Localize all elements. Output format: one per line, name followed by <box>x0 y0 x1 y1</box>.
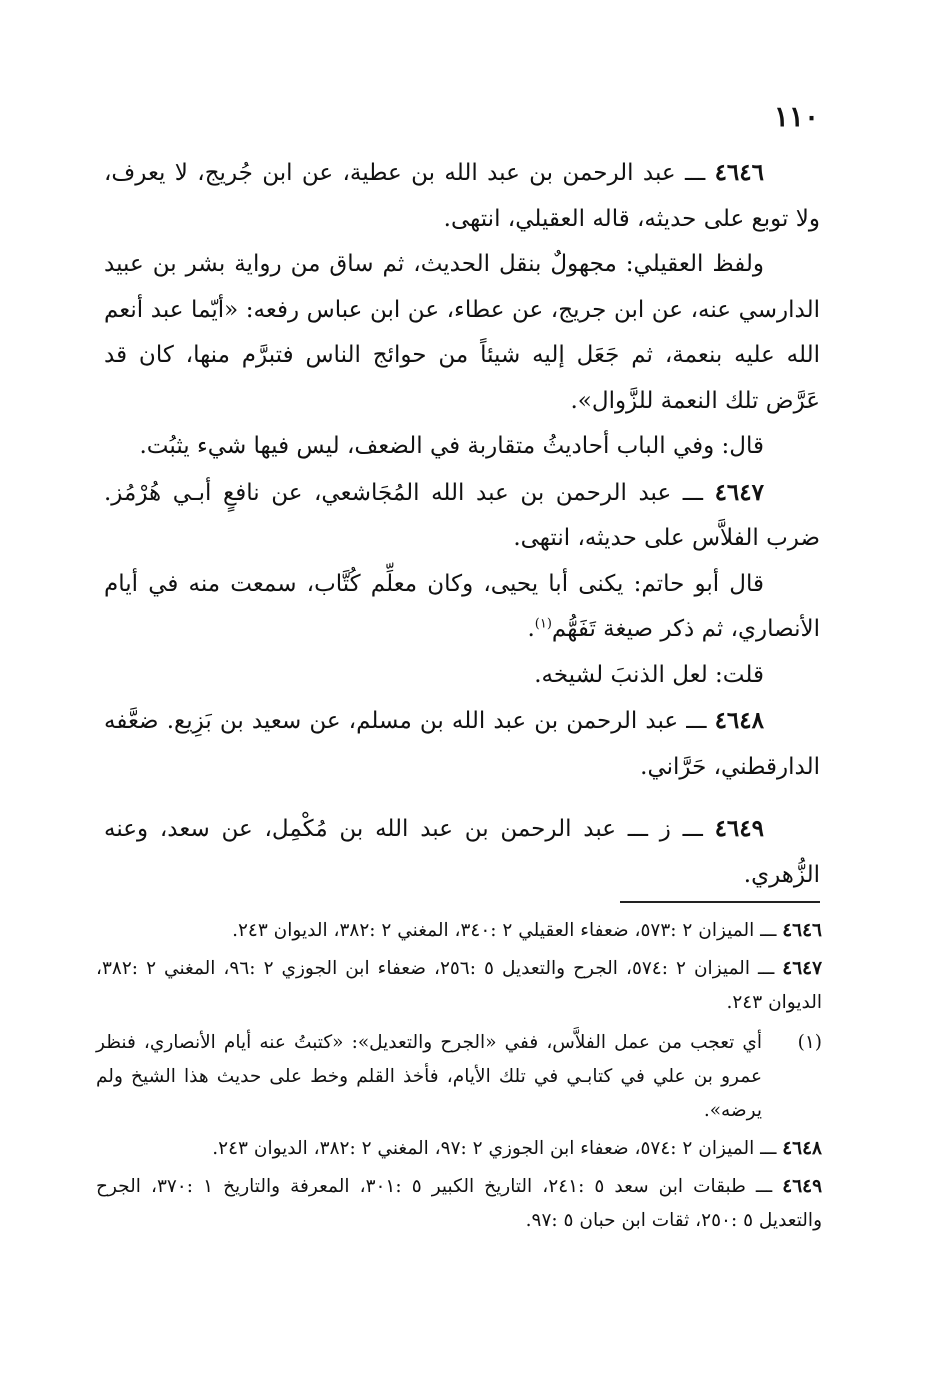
paragraph-text: قال أبو حاتم: يكنى أبا يحيى، وكان معلِّم كُتَّاب، سمعت منه في أيام الأنصاري، ثم ذكر صيغة تَفَهُّم <box>104 570 820 642</box>
source-note-4649 <box>96 1170 822 1238</box>
entry-4649 <box>104 806 820 898</box>
footnotes-section <box>96 910 822 1238</box>
note-text: ـــ الميزان ٢ :٥٧٤، الجرح والتعديل ٥ :٢٥٦، ضعفاء ابن الجوزي ٢ :٩٦، المغني ٢ :٣٨٢، الديوان ٢٤٣. <box>96 958 822 1013</box>
entry-text: ـــ عبد الرحمن بن عبد الله بن عطية، عن ابن جُريج، لا يعرف، ولا توبع على حديثه، قاله العقيلي، انتهى. <box>104 160 820 232</box>
entry-text: ـــ عبد الرحمن بن عبد الله بن مسلم، عن سعيد بن بَزِيع. ضعَّفه الدارقطني، حَرَّاني. <box>104 708 820 780</box>
entry-4648 <box>104 698 820 790</box>
paragraph-end: . <box>527 616 535 642</box>
main-text <box>104 150 820 898</box>
paragraph-qultu: قلت: لعل الذنبَ لشيخه. <box>534 661 764 688</box>
entry-4647 <box>104 470 820 562</box>
footnote-divider <box>620 901 820 903</box>
note-number: ٤٦٤٩ <box>782 1176 823 1197</box>
note-number: ٤٦٤٨ <box>782 1138 822 1159</box>
entry-number: ٤٦٤٨ <box>714 707 764 734</box>
note-text: ـــ طبقات ابن سعد ٥ :٢٤١، التاريخ الكبير ٥ :٣٠١، المعرفة والتاريخ ١ :٣٧٠، الجرح والتعديل ٥ :٢٥٠، ثقات ابن حبان ٥ :٩٧. <box>96 1176 822 1231</box>
note-number: ٤٦٤٧ <box>782 958 823 979</box>
note-number: ٤٦٤٦ <box>782 920 822 941</box>
source-note-4647 <box>96 952 822 1020</box>
source-note-4648 <box>96 1132 822 1166</box>
entry-text: ـــ عبد الرحمن بن عبد الله المُجَاشعي، عن نافعٍ أبـي هُرْمُز. ضرب الفلاَّس على حديثه، انتهى. <box>104 479 820 551</box>
entry-number: ٤٦٤٦ <box>714 159 764 186</box>
entry-text: ـــ ز ـــ عبد الرحمن بن عبد الله بن مُكْمِل، عن سعد، وعنه الزُّهري. <box>104 816 820 888</box>
footnote-mark: (١) <box>797 1032 822 1053</box>
page-number: ١١٠ <box>773 100 819 133</box>
footnote-text: أي تعجب من عمل الفلاَّس، ففي «الجرح والتعديل»: «كتبتُ عنه أيام الأنصاري، فنظر عمرو بن علي في كتابـي في تلك الأيام، فأخذ القلم وخط على حديث هذا الشيخ ولم يرضه». <box>96 1032 762 1121</box>
footnote-1 <box>96 1026 822 1128</box>
entry-number: ٤٦٤٧ <box>714 478 764 506</box>
footnote-ref[interactable]: (١) <box>534 616 552 632</box>
entry-number: ٤٦٤٩ <box>714 815 764 842</box>
note-text: ـــ الميزان ٢ :٥٧٣، ضعفاء العقيلي ٢ :٣٤٠، المغني ٢ :٣٨٢، الديوان ٢٤٣. <box>232 920 783 941</box>
paragraph-abu-hatim <box>104 562 820 653</box>
source-note-4646 <box>96 914 822 948</box>
paragraph-uqayli: ولفظ العقيلي: مجهولٌ بنقل الحديث، ثم ساق من رواية بشر بن عبيد الدارسي عنه، عن ابن جريج، عن عطاء، عن ابن عباس رفعه: «أيّما عبد أنعم الله عليه بنعمة، ثم جَعَل إليه شيئاً من حوائج الناس فتبرَّم منها، كان قد عَرَّض تلك النعمة للزَّوال». <box>104 251 820 414</box>
note-text: ـــ الميزان ٢ :٥٧٤، ضعفاء ابن الجوزي ٢ :٩٧، المغني ٢ :٣٨٢، الديوان ٢٤٣. <box>212 1138 783 1159</box>
entry-4646 <box>104 150 820 242</box>
paragraph-qal: قال: وفي الباب أحاديثُ متقاربة في الضعف، ليس فيها شيء يثبُت. <box>139 433 764 459</box>
